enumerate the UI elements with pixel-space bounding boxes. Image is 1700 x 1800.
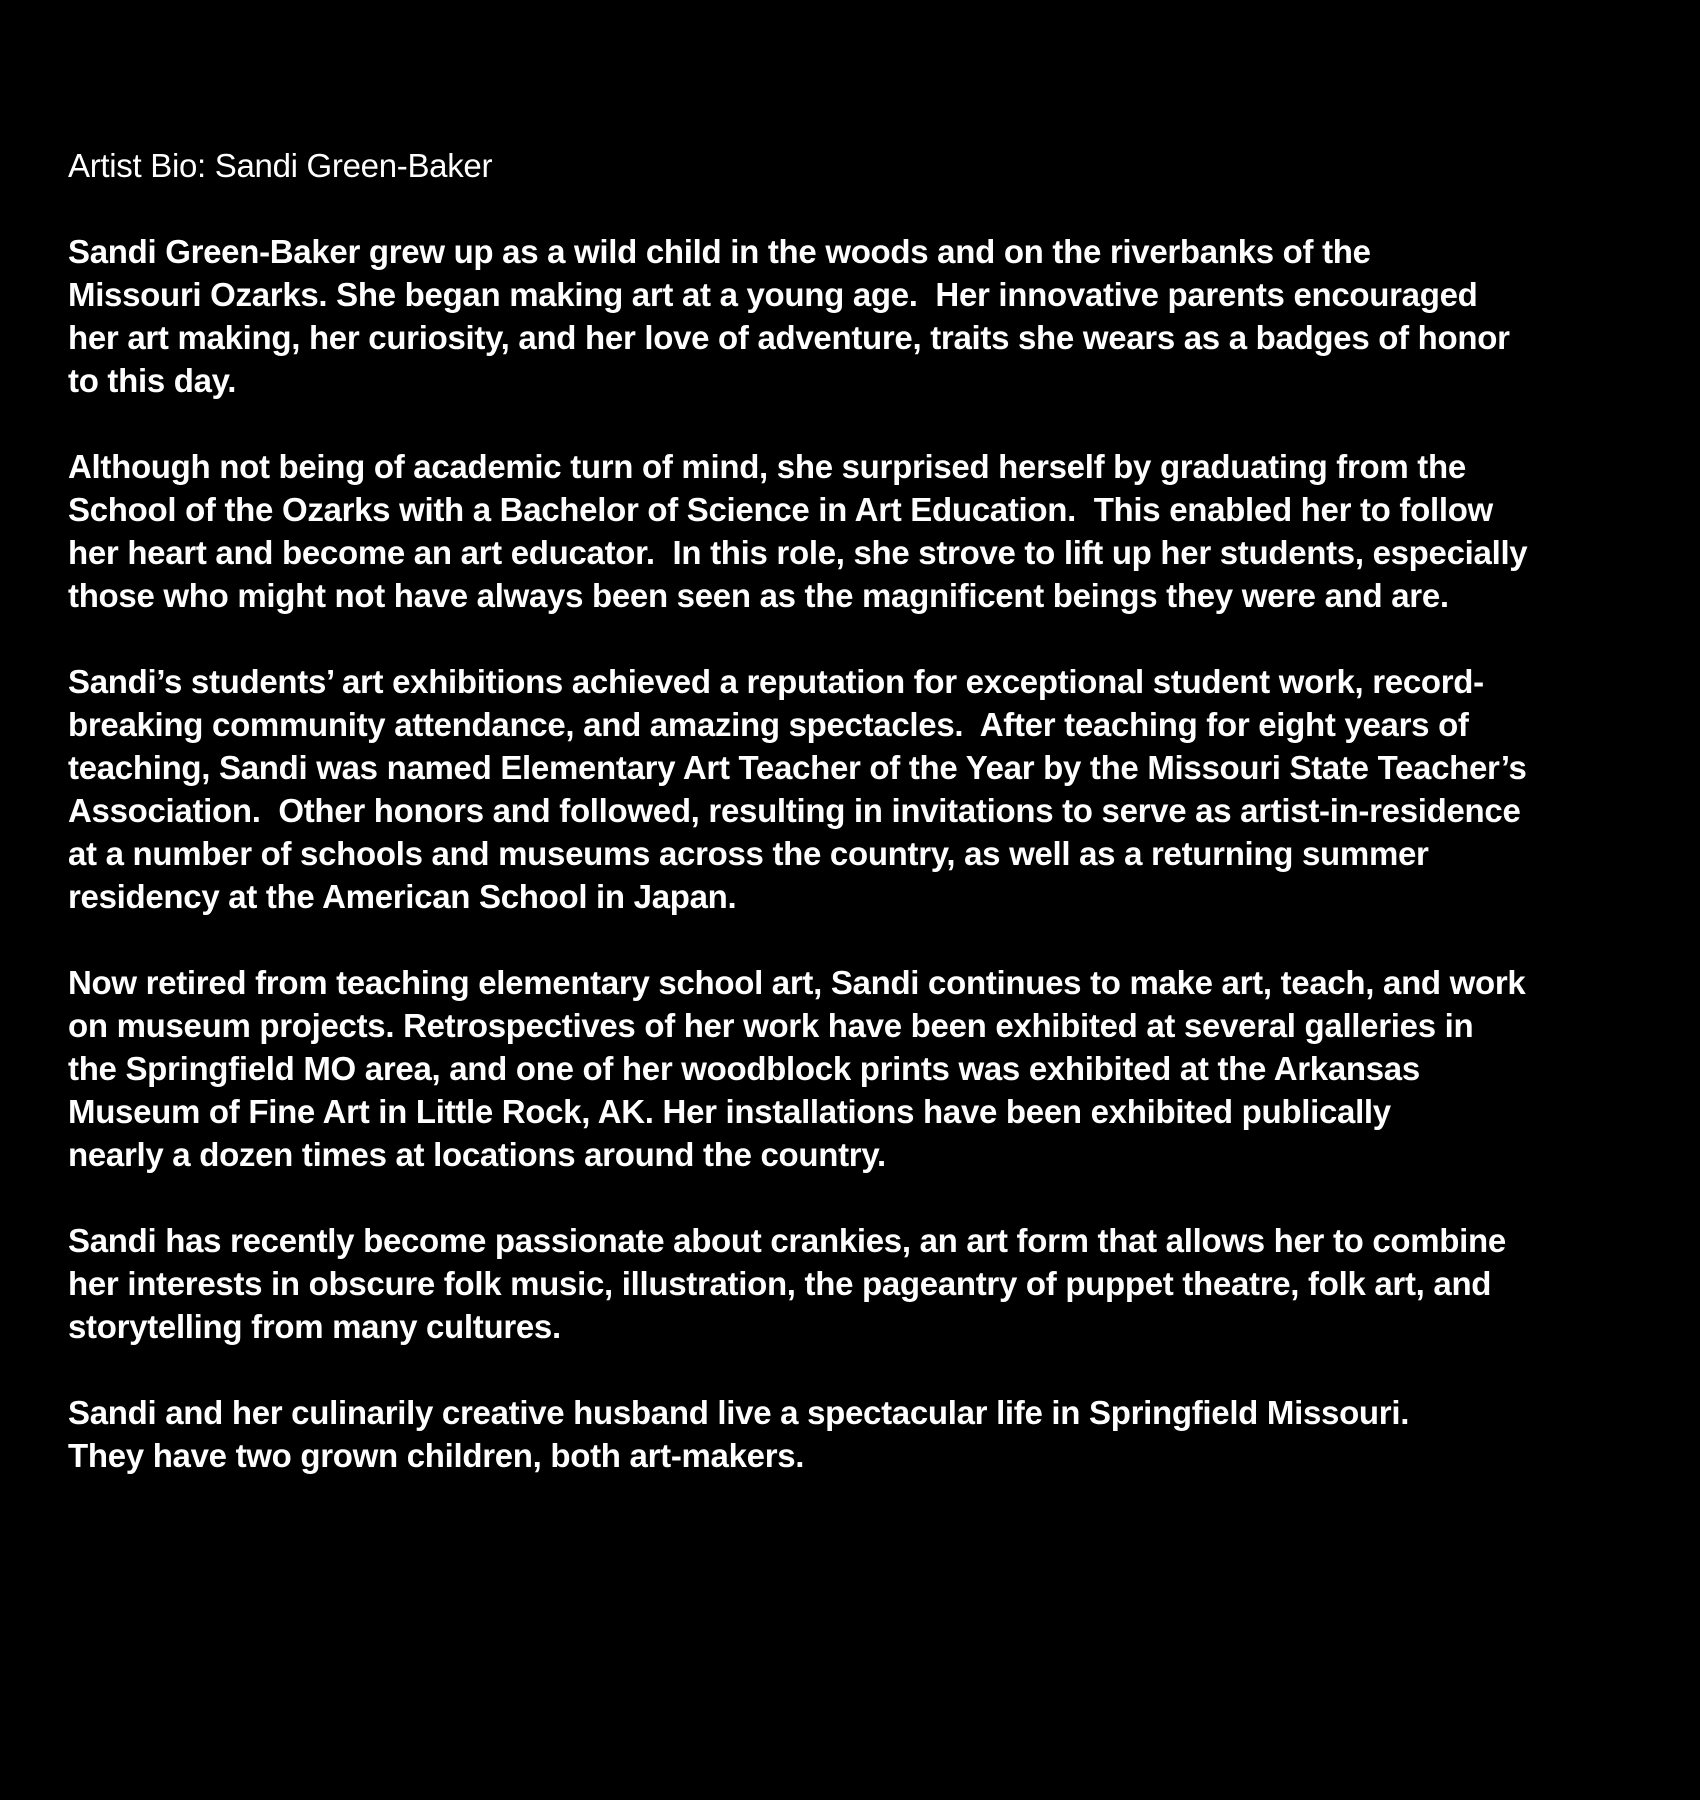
bio-line: her interests in obscure folk music, illustration, the pageantry of puppet theatre, folk art, and xyxy=(68,1265,1492,1302)
bio-line: Although not being of academic turn of mind, she surprised herself by graduating from the xyxy=(68,448,1466,485)
bio-line: breaking community attendance, and amazing spectacles. After teaching for eight years of xyxy=(68,706,1469,743)
bio-line: to this day. xyxy=(68,362,237,399)
bio-paragraph-crankies xyxy=(68,1219,1668,1348)
bio-line: those who might not have always been seen as the magnificent beings they were and are. xyxy=(68,577,1449,614)
bio-line: Association. Other honors and followed, resulting in invitations to serve as artist-in-residence xyxy=(68,792,1521,829)
bio-line: Sandi has recently become passionate about crankies, an art form that allows her to combine xyxy=(68,1222,1506,1259)
bio-line: Missouri Ozarks. She began making art at a young age. Her innovative parents encouraged xyxy=(68,276,1478,313)
bio-line: her art making, her curiosity, and her love of adventure, traits she wears as a badges of honor xyxy=(68,319,1510,356)
bio-line: on museum projects. Retrospectives of her work have been exhibited at several galleries in xyxy=(68,1007,1474,1044)
bio-line: nearly a dozen times at locations around the country. xyxy=(68,1136,886,1173)
bio-line: They have two grown children, both art-makers. xyxy=(68,1437,805,1474)
bio-line: Now retired from teaching elementary school art, Sandi continues to make art, teach, and work xyxy=(68,964,1526,1001)
bio-line: storytelling from many cultures. xyxy=(68,1308,561,1345)
bio-line: her heart and become an art educator. In this role, she strove to lift up her students, especially xyxy=(68,534,1528,571)
bio-paragraph-honors xyxy=(68,660,1668,918)
bio-line: residency at the American School in Japan. xyxy=(68,878,737,915)
bio-paragraph-family xyxy=(68,1391,1668,1477)
artist-bio xyxy=(68,144,1668,1520)
bio-paragraph-retirement xyxy=(68,961,1668,1176)
bio-title: Artist Bio: Sandi Green-Baker xyxy=(68,147,493,184)
bio-paragraph-childhood xyxy=(68,230,1668,402)
bio-line: Sandi Green-Baker grew up as a wild child in the woods and on the riverbanks of the xyxy=(68,233,1371,270)
bio-line: Sandi and her culinarily creative husband live a spectacular life in Springfield Missouri. xyxy=(68,1394,1410,1431)
bio-line: teaching, Sandi was named Elementary Art Teacher of the Year by the Missouri State Teacher’s xyxy=(68,749,1527,786)
bio-line: Sandi’s students’ art exhibitions achieved a reputation for exceptional student work, record- xyxy=(68,663,1484,700)
bio-line: at a number of schools and museums across the country, as well as a returning summer xyxy=(68,835,1429,872)
bio-line: the Springfield MO area, and one of her woodblock prints was exhibited at the Arkansas xyxy=(68,1050,1420,1087)
bio-line: Museum of Fine Art in Little Rock, AK. Her installations have been exhibited publically xyxy=(68,1093,1391,1130)
bio-line: School of the Ozarks with a Bachelor of Science in Art Education. This enabled her to follow xyxy=(68,491,1493,528)
bio-paragraph-education xyxy=(68,445,1668,617)
